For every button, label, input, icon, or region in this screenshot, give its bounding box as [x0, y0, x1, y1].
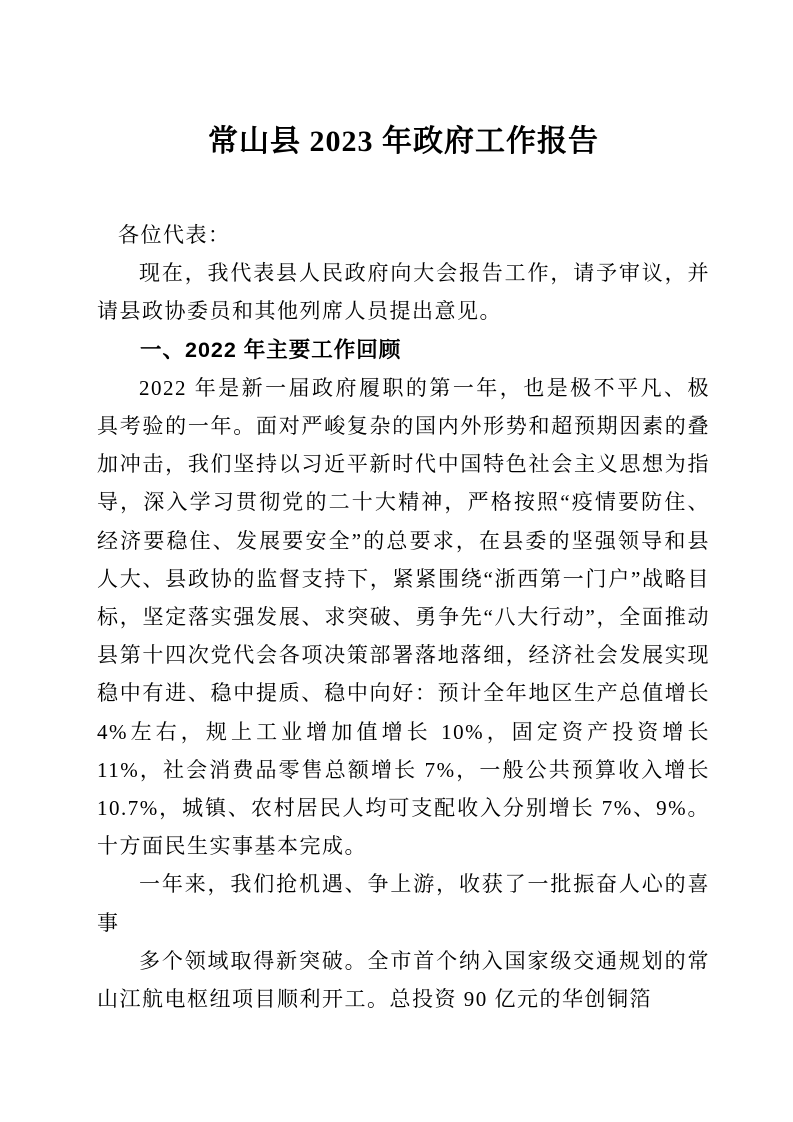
document-body — [97, 216, 710, 1018]
section-heading-2022-review: 一、2022 年主要工作回顾 — [140, 337, 402, 362]
breakthroughs-paragraph: 多个领域取得新突破。全市首个纳入国家级交通规划的常山江航电枢纽项目顺利开工。总投资 90 亿元的华创铜箔 — [97, 948, 710, 1012]
document-title: 常山县 2023 年政府工作报告 — [208, 125, 599, 158]
salutation-line: 各位代表： — [118, 223, 231, 247]
review-summary-paragraph: 2022 年是新一届政府履职的第一年，也是极不平凡、极具考验的一年。面对严峻复杂的国内外形势和超预期因素的叠加冲击，我们坚持以习近平新时代中国特色社会主义思想为指导，深入学习贯彻党的二十大精神，严格按照“疫情要防住、经济要稳住、发展要安全”的总要求，在县委的坚强领导和县人大、县政协的监督支持下，紧紧围绕“浙西第一门户”战略目标，坚定落实强发展、求突破、勇争先“八大行动”，全面推动县第十四次党代会各项决策部署落地落细，经济社会发展实现稳中有进、稳中提质、稳中向好：预计全年地区生产总值增长 4%左右，规上工业增加值增长 10%，固定资产投资增长 11%，社会消费品零售总额增长 7%，一般公共预算收入增长 10.7%，城镇、农村居民人均可支配收入分别增长 7%、9%。十方面民生实事基本完成。 — [97, 375, 711, 859]
achievements-lead-paragraph: 一年来，我们抢机遇、争上游，收获了一批振奋人心的喜事 — [97, 872, 710, 935]
intro-paragraph: 现在，我代表县人民政府向大会报告工作，请予审议，并请县政协委员和其他列席人员提出意见。 — [97, 261, 710, 324]
